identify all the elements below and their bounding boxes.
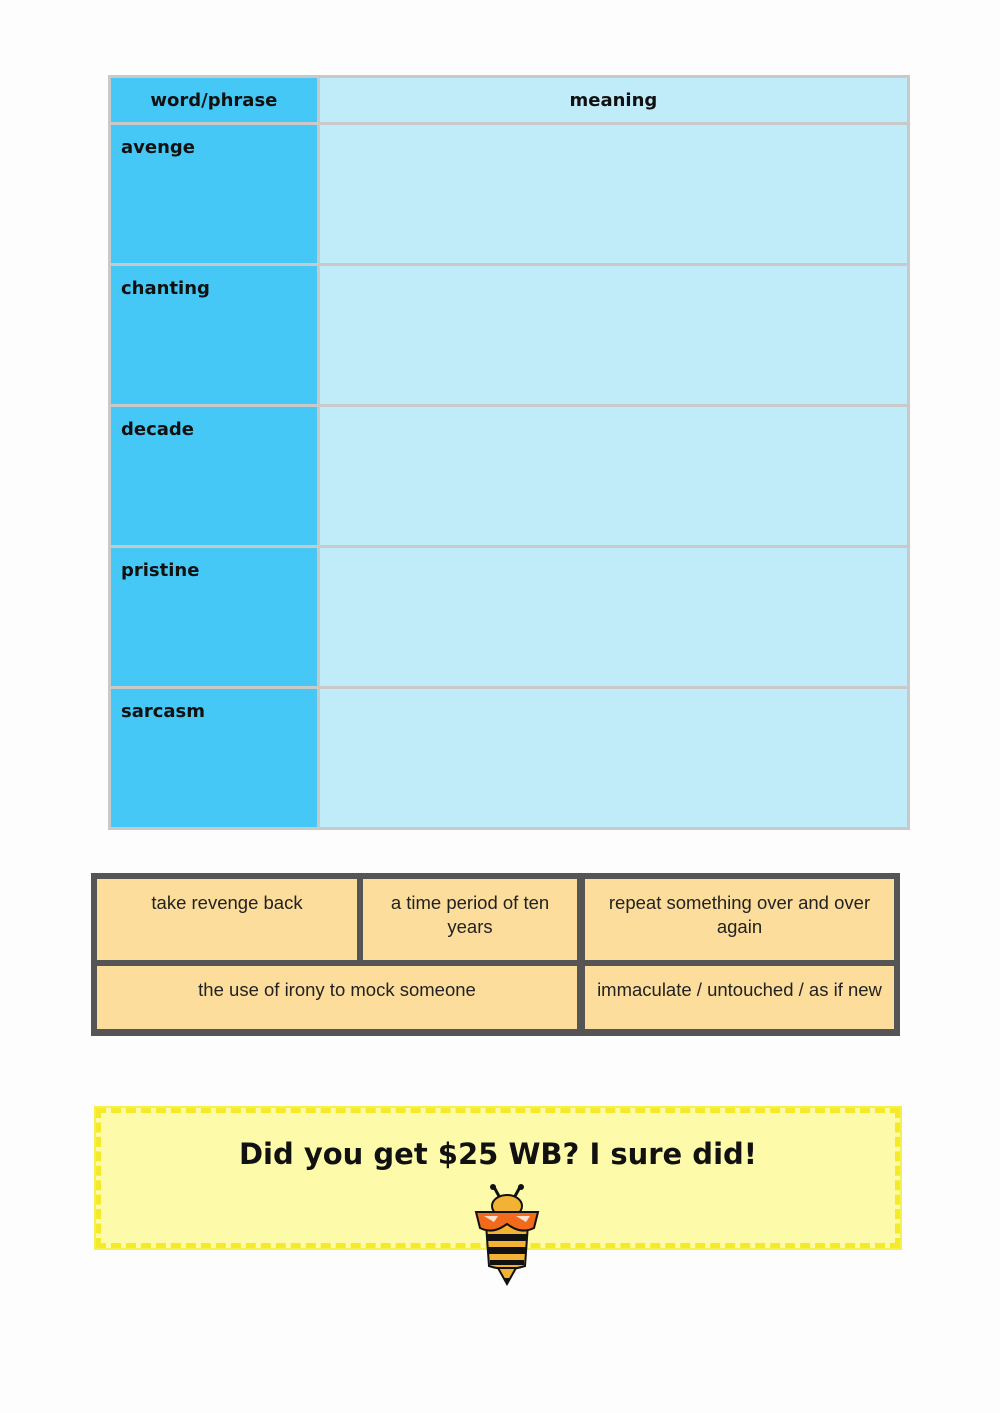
bee-icon <box>472 1184 542 1286</box>
word-cell-avenge: avenge <box>110 124 319 265</box>
word-cell-pristine: pristine <box>110 547 319 688</box>
definition-tile[interactable]: a time period of ten years <box>363 879 577 960</box>
definition-tile[interactable]: the use of irony to mock someone <box>97 966 577 1029</box>
table-row <box>110 688 909 829</box>
definition-tile[interactable]: take revenge back <box>97 879 357 960</box>
meaning-drop-zone[interactable] <box>318 124 908 265</box>
meaning-drop-zone[interactable] <box>318 688 908 829</box>
meaning-drop-zone[interactable] <box>318 547 908 688</box>
word-cell-chanting: chanting <box>110 265 319 406</box>
meaning-drop-zone[interactable] <box>318 406 908 547</box>
vocab-table <box>108 75 910 830</box>
word-cell-decade: decade <box>110 406 319 547</box>
meaning-drop-zone[interactable] <box>318 265 908 406</box>
definition-tile[interactable]: repeat something over and over again <box>585 879 894 960</box>
definitions-bank <box>91 873 900 1036</box>
table-row <box>110 265 909 406</box>
word-header: word/phrase <box>110 77 319 124</box>
promo-text: Did you get $25 WB? I sure did! <box>238 1137 757 1171</box>
table-row <box>110 547 909 688</box>
definition-tile[interactable]: immaculate / untouched / as if new <box>585 966 894 1029</box>
table-row <box>110 406 909 547</box>
meaning-header: meaning <box>318 77 908 124</box>
table-header-row <box>110 77 909 124</box>
word-cell-sarcasm: sarcasm <box>110 688 319 829</box>
table-row <box>110 124 909 265</box>
